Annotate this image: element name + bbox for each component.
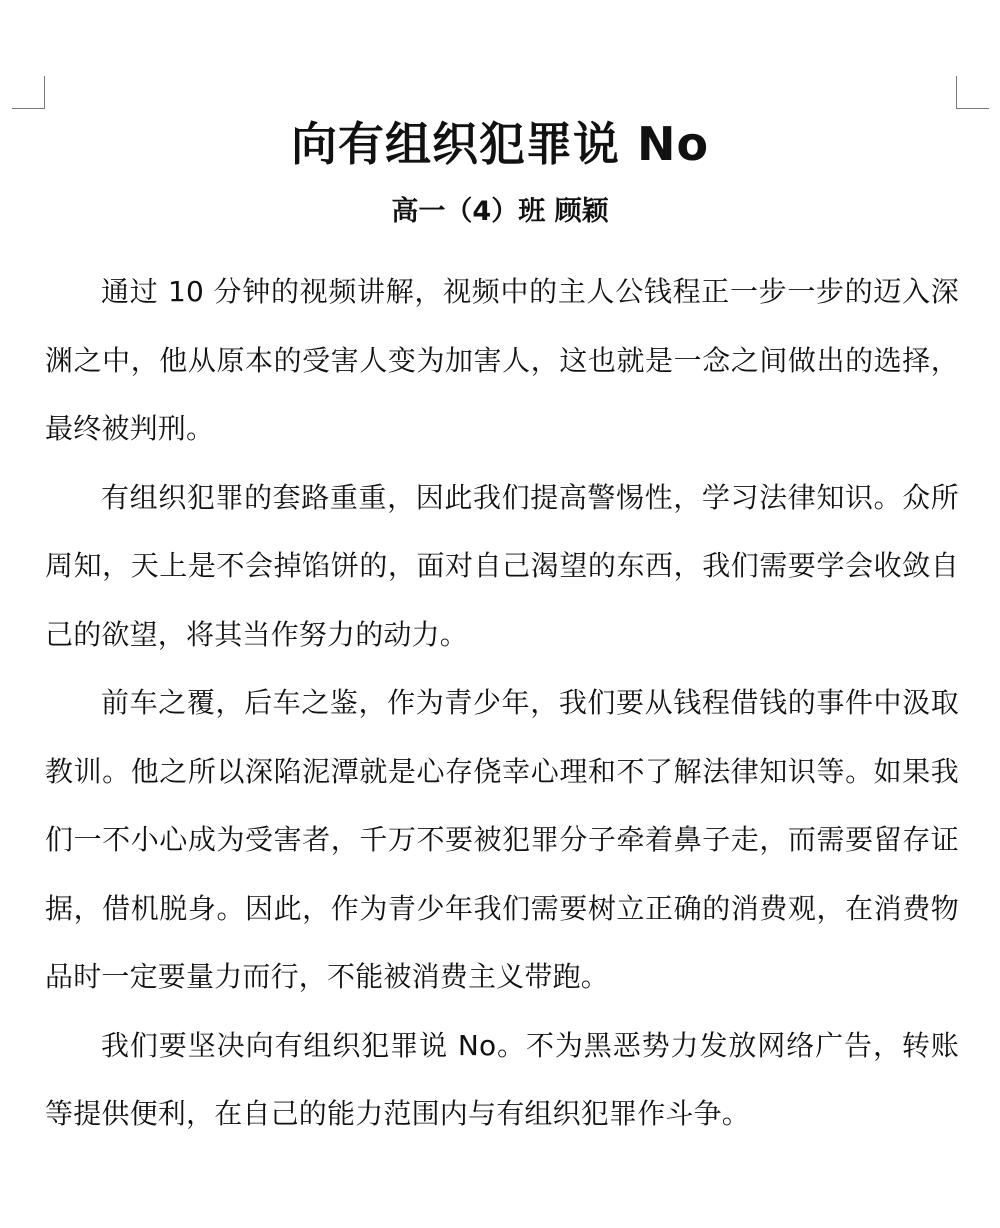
paragraph-3: 前车之覆，后车之鉴，作为青少年，我们要从钱程借钱的事件中汲取教训。他之所以深陷泥潭就是心存侥幸心理和不了解法律知识等。如果我们一不小心成为受害者，千万不要被犯罪分子牵着鼻子走，而需要留存证据，借机脱身。因此，作为青少年我们需要树立正确的消费观，在消费物品时一定要量力而行，不能被消费主义带跑。 [45, 686, 959, 993]
paragraph-4: 我们要坚决向有组织犯罪说 No。不为黑恶势力发放网络广告，转账等提供便利，在自己的能力范围内与有组织犯罪作斗争。 [45, 1028, 959, 1130]
crop-mark-top-right [956, 76, 989, 109]
paragraph-2: 有组织犯罪的套路重重，因此我们提高警惕性，学习法律知识。众所周知，天上是不会掉馅饼的，面对自己渴望的东西，我们需要学会收敛自己的欲望，将其当作努力的动力。 [45, 480, 959, 651]
paragraph-1: 通过 10 分钟的视频讲解，视频中的主人公钱程正一步一步的迈入深渊之中，他从原本的受害人变为加害人，这也就是一念之间做出的选择，最终被判刑。 [45, 275, 959, 445]
author-byline: 高一（4）班 顾颖 [391, 196, 609, 227]
document-title: 向有组织犯罪说 No [290, 117, 710, 171]
crop-mark-top-left [12, 76, 45, 109]
document-body [45, 258, 959, 1149]
